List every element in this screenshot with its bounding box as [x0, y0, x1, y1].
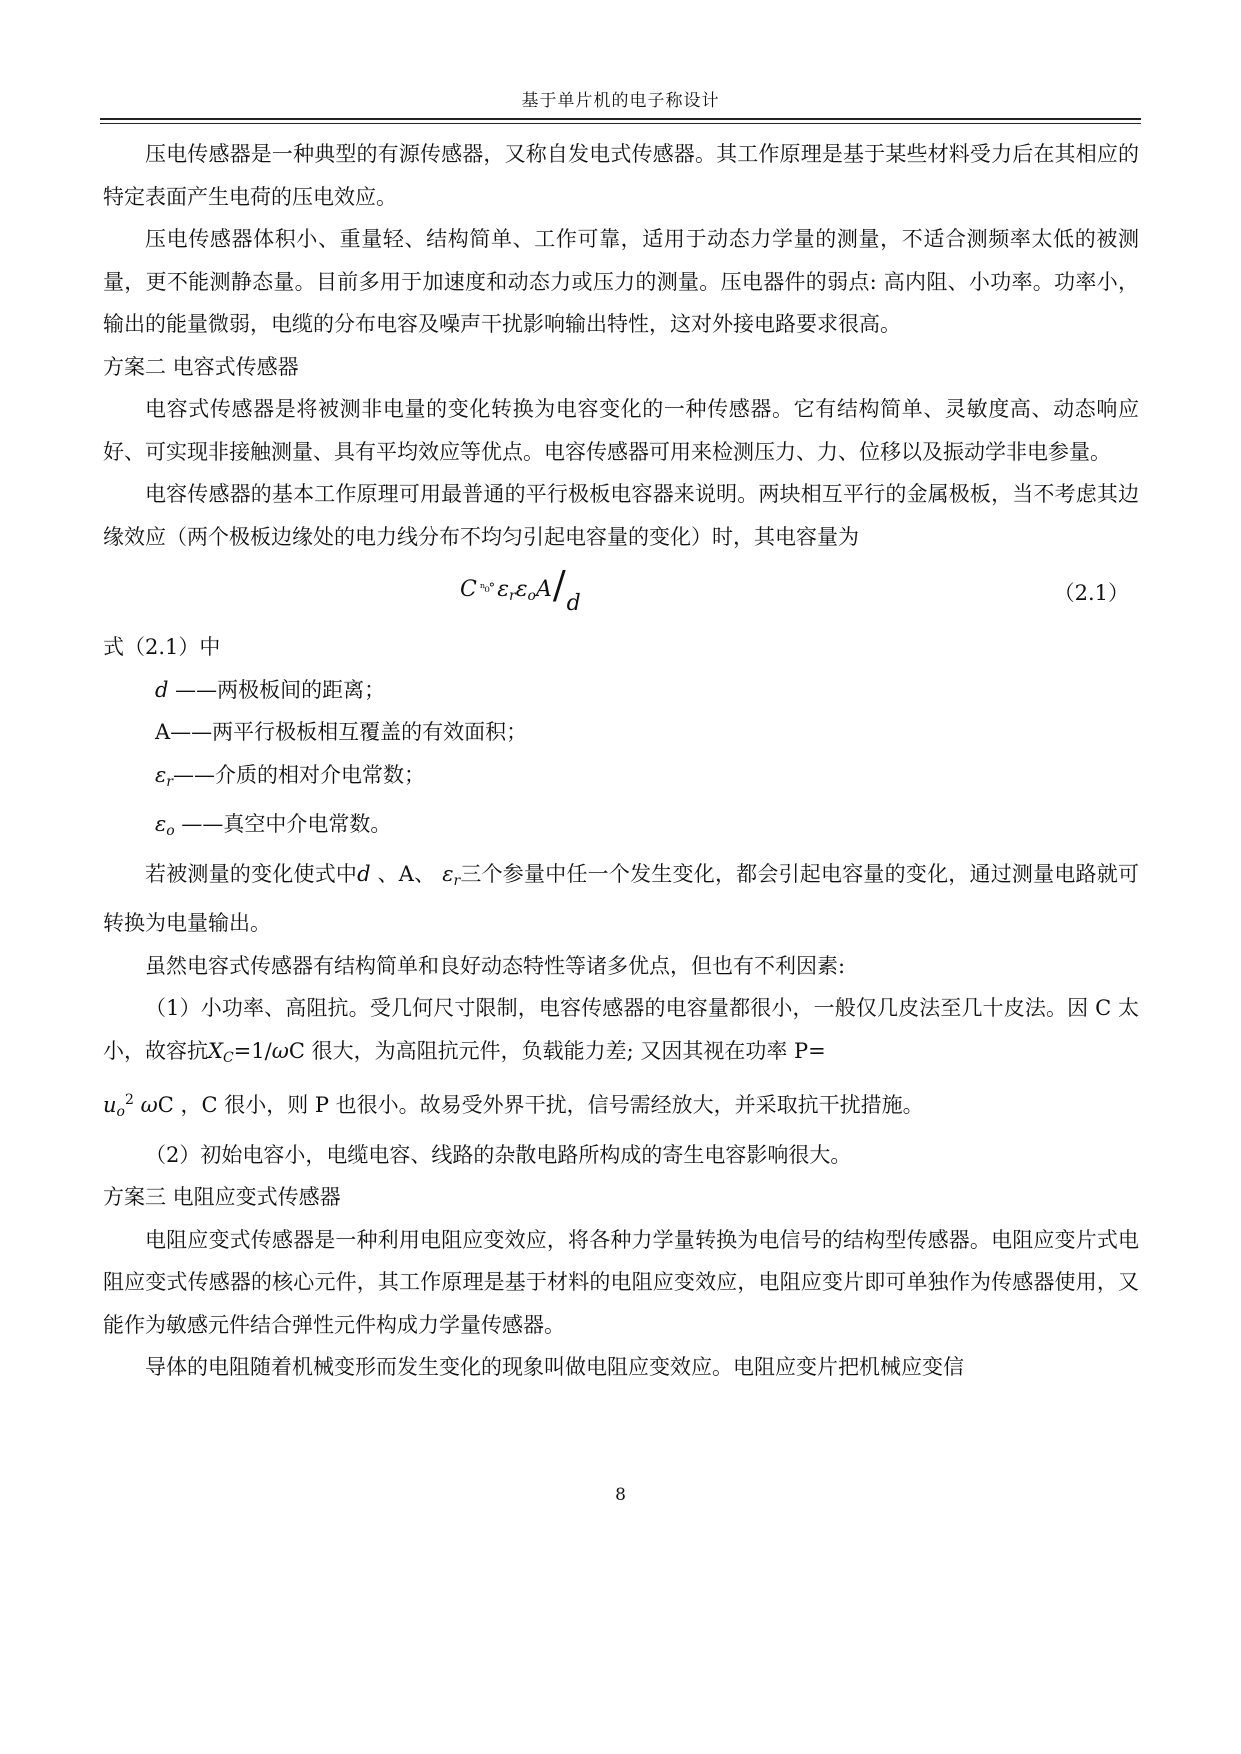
formula-caption: 式（2.1）中: [103, 635, 221, 659]
definition-a: A——两平行极板相互覆盖的有效面积；: [155, 720, 528, 744]
paragraph: 虽然电容式传感器有结构简单和良好动态特性等诸多优点，但也有不利因素:: [145, 953, 846, 978]
paragraph: 若被测量的变化使式中d 、A、 εr三个参量中任一个发生变化，都会引起电容量的变化，通过测量电路就可转换为电量输出。: [103, 861, 1139, 935]
paragraph: 电容式传感器是将被测非电量的变化转换为电容变化的一种传感器。它有结构简单、灵敏度高、动态响应好、可实现非接触测量、具有平均效应等优点。电容传感器可用来检测压力、力、位移以及振动学非电参量。: [103, 397, 1139, 464]
variable-definitions: [103, 669, 1139, 853]
page-number: 8: [615, 1485, 626, 1505]
definition-eo: εo ——真空中介电常数。: [155, 812, 392, 839]
running-header: 基于单片机的电子称设计: [521, 91, 720, 111]
paragraph: 压电传感器体积小、重量轻、结构简单、工作可靠，适用于动态力学量的测量，不适合测频率太低的被测量，更不能测静态量。目前多用于加速度和动态力或压力的测量。压电器件的弱点: 高内阻、小功率。功率小，输出的能量微弱，电缆的分布电容及噪声干扰影响输出特性，这对外接电路要求很高。: [103, 227, 1139, 336]
definition-d: d ——两极板间的距离；: [155, 677, 386, 702]
paragraph: （1）小功率、高阻抗。受几何尺寸限制，电容传感器的电容量都很小，一般仅几皮法至几十皮法。因 C 太小，故容抗XC=1/ωC 很大，为高阻抗元件，负载能力差; 又因其视在功率 P= $uo^2$ ωC ，C 很小，则 P 也很小。故易受外界干扰，信号需经放大，并采取抗干扰措施。: [103, 996, 1139, 1120]
paragraph: 电容传感器的基本工作原理可用最普通的平行极板电容器来说明。两块相互平行的金属极板，当不考虑其边缘效应（两个极板边缘处的电力线分布不均匀引起电容量的变化）时，其电容量为: [103, 482, 1139, 549]
paragraph: 导体的电阻随着机械变形而发生变化的现象叫做电阻应变效应。电阻应变片把机械应变信: [145, 1355, 964, 1379]
equation-2-1: [103, 558, 1139, 626]
paragraph: 电阻应变式传感器是一种利用电阻应变效应，将各种力学量转换为电信号的结构型传感器。电阻应变片式电阻应变式传感器的核心元件，其工作原理是基于材料的电阻应变效应，电阻应变片即可单独作为传感器使用，又能作为敏感元件结合弹性元件构成力学量传感器。: [103, 1227, 1139, 1337]
section-heading: 方案二 电容式传感器: [103, 354, 299, 379]
section-heading: 方案三 电阻应变式传感器: [103, 1185, 341, 1209]
paragraph: （2）初始电容小，电缆电容、线路的杂散电路所构成的寄生电容影响很大。: [145, 1142, 852, 1167]
header-rule-thick: [100, 118, 1141, 120]
capacitance-formula: C ⁿ₀° $\varepsilon_r\varepsilon_oA/d$: [460, 563, 581, 616]
paragraph: 压电传感器是一种典型的有源传感器，又称自发电式传感器。其工作原理是基于某些材料受力后在其相应的特定表面产生电荷的压电效应。: [103, 142, 1139, 209]
equation-number: （2.1）: [1053, 581, 1129, 605]
header-rule-thin: [100, 123, 1141, 124]
page-body: [103, 133, 1139, 1389]
definition-er: εr——介质的相对介电常数；: [155, 762, 425, 790]
